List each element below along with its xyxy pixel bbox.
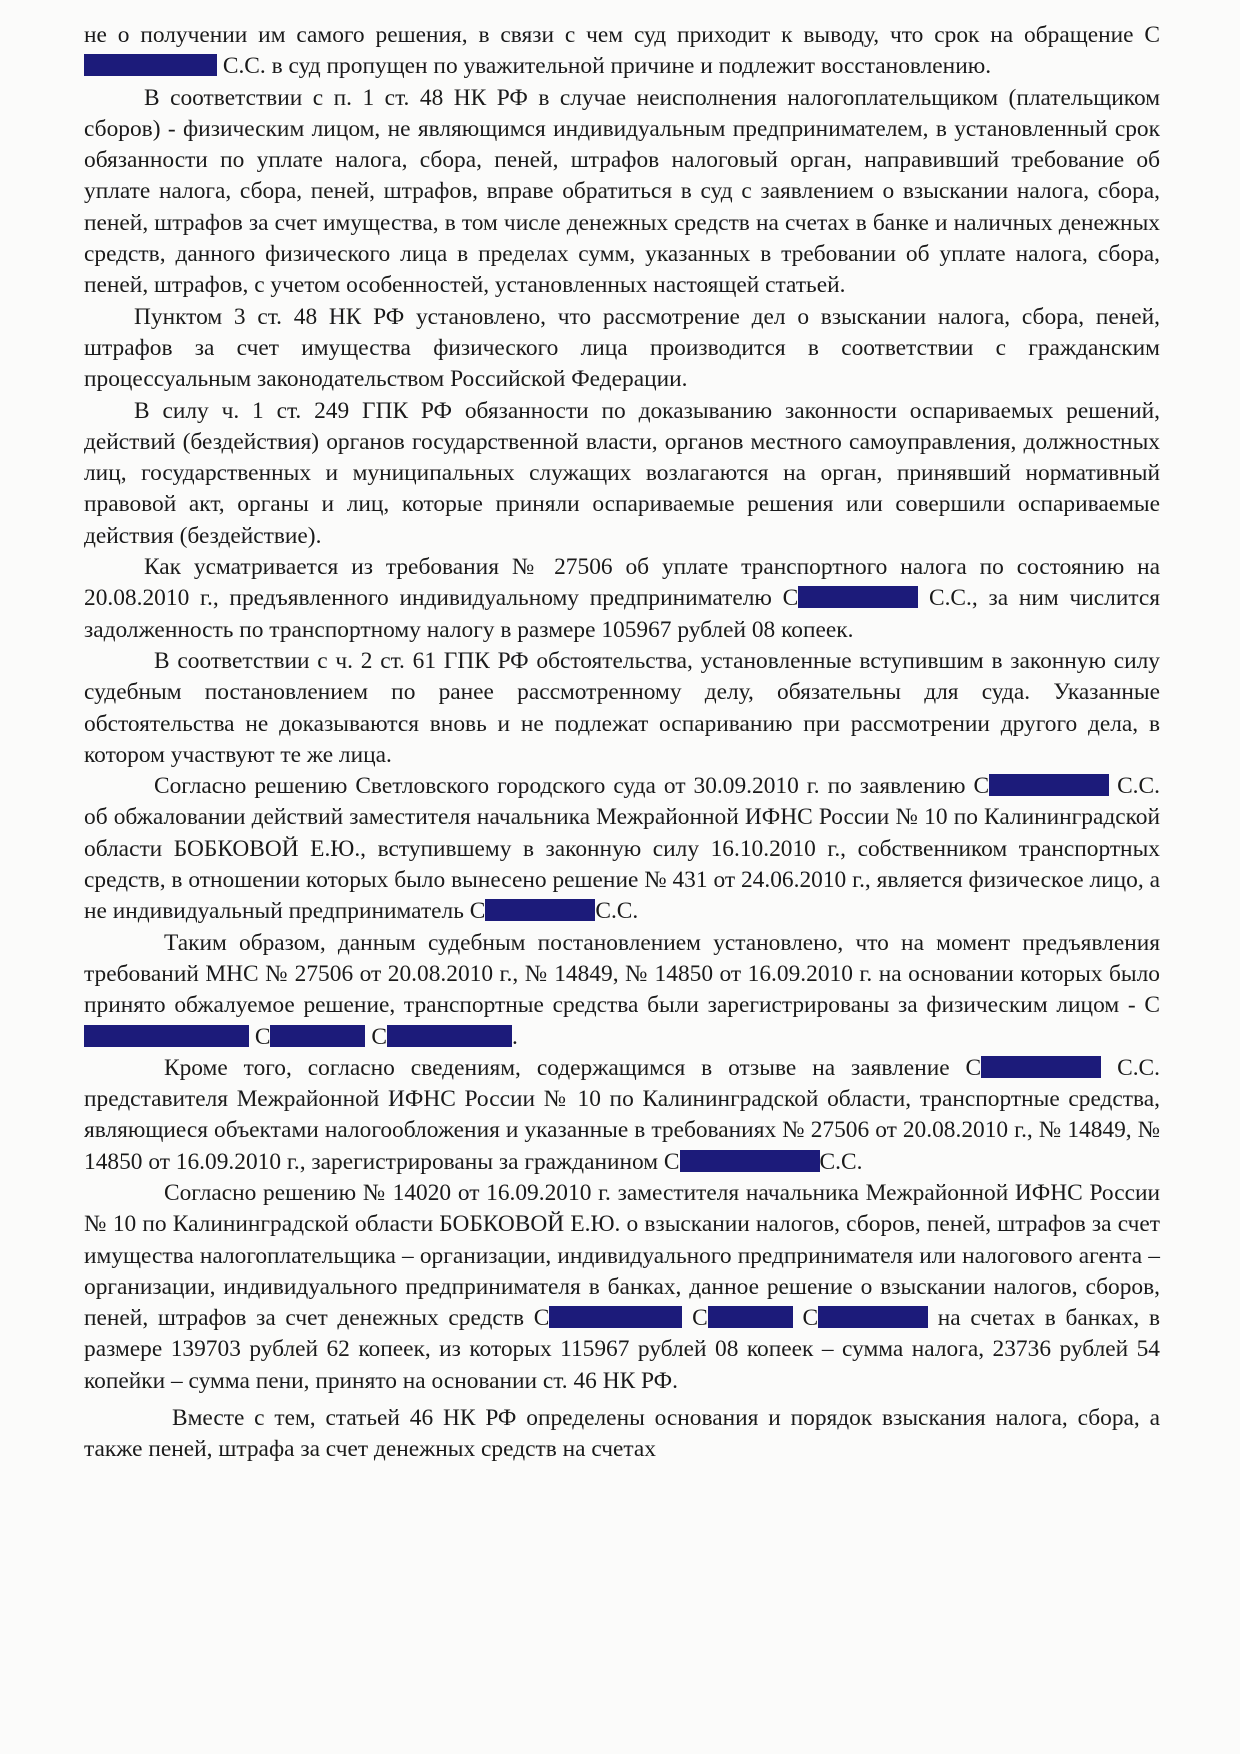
paragraph-6: В соответствии с ч. 2 ст. 61 ГПК РФ обстоятельства, установленные вступившим в законную силу судебным постановлением по ранее рассмотренному делу, обязательны для суда. Указанные обстоятельства не доказываются вновь и не подлежат оспариванию при рассмотрении другого дела, в котором участвуют те же лица. xyxy=(84,647,1160,768)
paragraph-2: В соответствии с п. 1 ст. 48 НК РФ в случае неисполнения налогоплательщиком (плательщиком сборов) - физическим лицом, не являющимся индивидуальным предпринимателем, в установленный срок обязанности по уплате налога, сбора, пеней, штрафов налоговый орган, направивший требование об уплате налога, сбора, пеней, штрафов, вправе обратиться в суд с заявлением о взыскании налога, сбора, пеней, штрафов за счет имущества, в том числе денежных средств на счетах в банке и наличных денежных средств, данного физического лица в пределах сумм, указанных в требовании об уплате налога, сбора, пеней, штрафов, с учетом особенностей, установленных настоящей статьей. xyxy=(84,84,1160,299)
paragraph-text: С.С. xyxy=(595,898,639,925)
paragraph-text: С xyxy=(254,1023,271,1050)
paragraph-text: Согласно решению Светловского городского суда от 30.09.2010 г. по заявлению С xyxy=(154,773,990,800)
redaction-bar xyxy=(84,1025,249,1047)
paragraph-text: не о получении им самого решения, в связи с чем суд приходит к выводу, что срок на обращение С xyxy=(84,22,1160,48)
redaction-bar xyxy=(989,774,1109,796)
paragraph-text: С.С., за ним числится задолженность по транспортному налогу в размере 105967 рублей 08 копеек. xyxy=(84,585,1160,643)
paragraph-9 xyxy=(84,1053,1160,1178)
paragraph-7 xyxy=(84,771,1160,927)
redaction-bar xyxy=(981,1056,1101,1078)
redaction-bar xyxy=(798,586,918,608)
paragraph-5 xyxy=(84,552,1160,646)
redaction-bar xyxy=(84,54,217,76)
paragraph-text: Кроме того, согласно сведениям, содержащимся в отзыве на заявление С xyxy=(164,1054,982,1081)
paragraph-text: С xyxy=(692,1305,708,1332)
redaction-bar xyxy=(549,1306,682,1328)
redaction-bar xyxy=(680,1150,820,1172)
paragraph-text: С.С. xyxy=(819,1148,863,1175)
redaction-bar xyxy=(485,899,595,921)
paragraph-3: Пунктом 3 ст. 48 НК РФ установлено, что рассмотрение дел о взыскании налога, сбора, пеней, штрафов за счет имущества физического лица производится в соответствии с гражданским процессуальным законодательством Российской Федерации. xyxy=(84,303,1160,393)
paragraph-text: С.С. представителя Межрайонной ИФНС России № 10 по Калининградской области, транспортные средства, являющиеся объектами налогообложения и указанные в требованиях № 27506 от 20.08.2010 г., № 14849, № 14850 от 16.09.2010 г., зарегистрированы за гражданином С xyxy=(84,1054,1160,1175)
redaction-bar xyxy=(708,1306,793,1328)
document-body xyxy=(84,20,1160,1466)
paragraph-1 xyxy=(84,20,1160,83)
redaction-bar xyxy=(270,1025,365,1047)
paragraph-10 xyxy=(84,1178,1160,1397)
paragraph-text: . xyxy=(511,1023,518,1050)
paragraph-text: Согласно решению № 14020 от 16.09.2010 г. заместителя начальника Межрайонной ИФНС России № 10 по Калининградской области БОБКОВОЙ Е.Ю. о взыскании налогов, сборов, пеней, штрафов за счет имущества налогоплательщика – организации, индивидуального предпринимателя или налогового агента – организации, индивидуального предпринимателя в банках, данное решение о взыскании налогов, сборов, пеней, штрафов за счет денежных средств С xyxy=(84,1179,1160,1332)
paragraph-11: Вместе с тем, статьей 46 НК РФ определены основания и порядок взыскания налога, сбора, а также пеней, штрафа за счет денежных средств на счетах xyxy=(84,1405,1160,1463)
paragraph-8 xyxy=(84,928,1160,1053)
paragraph-text: Таким образом, данным судебным постановлением установлено, что на момент предъявления требований МНС № 27506 от 20.08.2010 г., № 14849, № 14850 от 16.09.2010 г. на основании которых было принято обжалуемое решение, транспортные средства были зарегистрированы за физическим лицом - С xyxy=(84,929,1160,1019)
paragraph-4: В силу ч. 1 ст. 249 ГПК РФ обязанности по доказыванию законности оспариваемых решений, действий (бездействия) органов государственной власти, органов местного самоуправления, должностных лиц, государственных и муниципальных служащих возлагаются на орган, принявший нормативный правовой акт, органы и лиц, которые приняли оспариваемые решения или совершили оспариваемые действия (бездействие). xyxy=(84,397,1160,549)
redaction-bar xyxy=(387,1025,512,1047)
paragraph-text: С.С. в суд пропущен по уважительной причине и подлежит восстановлению. xyxy=(222,53,992,80)
paragraph-text: С xyxy=(802,1305,819,1332)
redaction-bar xyxy=(818,1306,928,1328)
paragraph-text: С xyxy=(371,1023,387,1050)
paragraph-text: на счетах в банках, в размере 139703 рублей 62 копеек, из которых 115967 рублей 08 копеек – сумма налога, 23736 рублей 54 копейки – сумма пени, принято на основании ст. 46 НК РФ. xyxy=(84,1305,1160,1394)
paragraph-text: С.С. об обжаловании действий заместителя начальника Межрайонной ИФНС России № 10 по Калининградской области БОБКОВОЙ Е.Ю., вступившему в законную силу 16.10.2010 г., собственником транспортных средств, в отношении которых было вынесено решение № 431 от 24.06.2010 г., является физическое лицо, а не индивидуальный предприниматель С xyxy=(84,773,1160,925)
paragraph-text: Как усматривается из требования № 27506 об уплате транспортного налога по состоянию на 20.08.2010 г., предъявленного индивидуальному предпринимателю С xyxy=(84,554,1160,612)
